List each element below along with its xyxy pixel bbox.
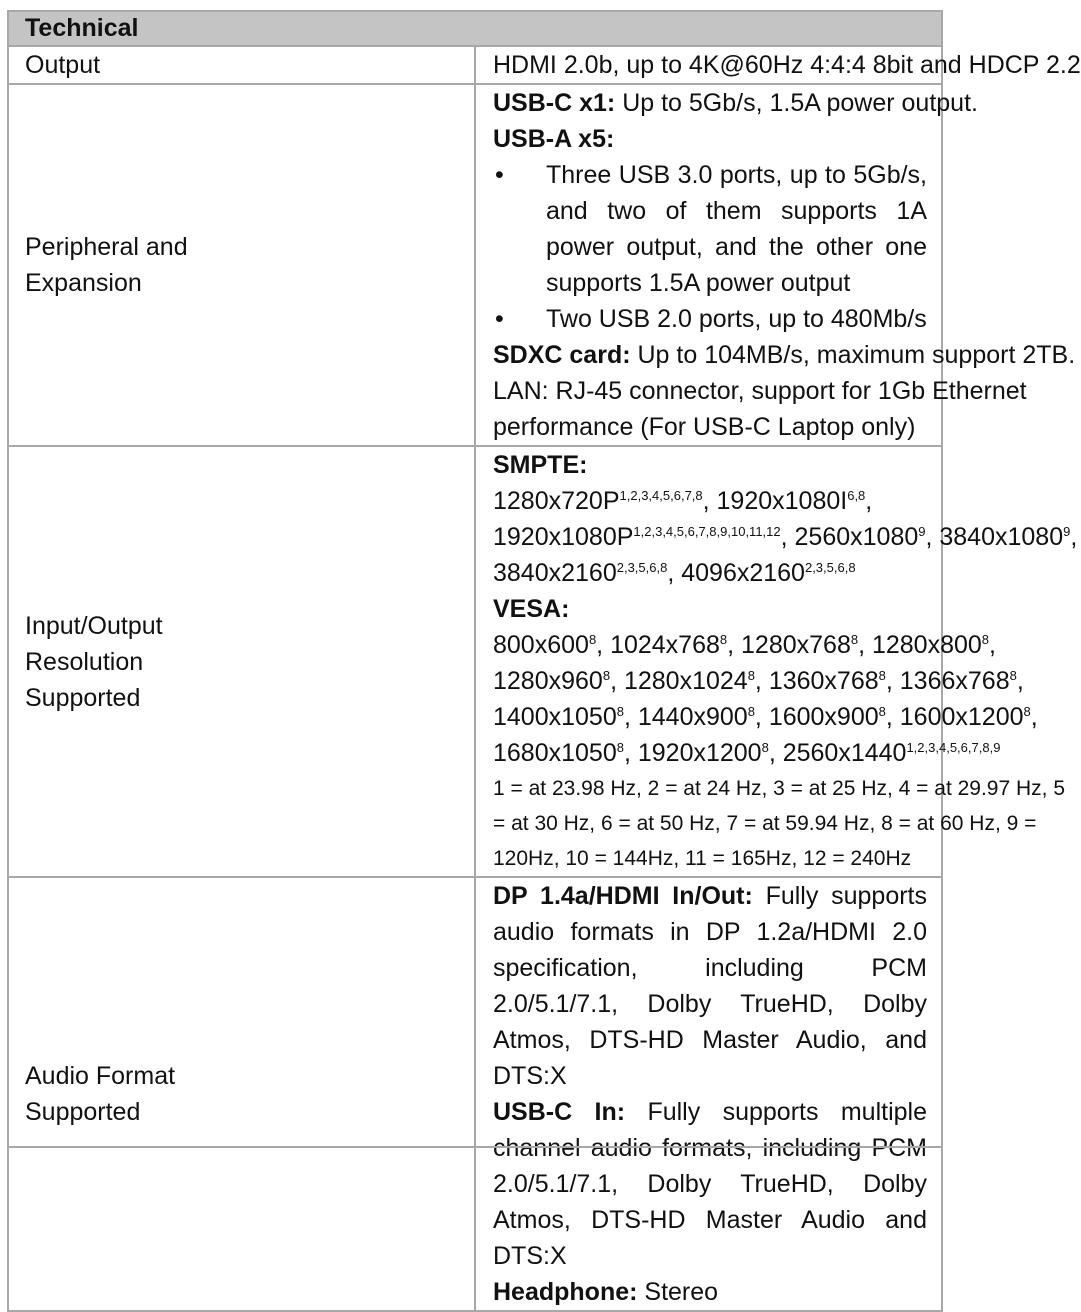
label-line: Peripheral and [25,233,188,261]
resolution-label [8,446,475,877]
refresh-rate-superscript: 8 [616,740,624,755]
technical-spec-table [7,10,1081,1312]
usbc-in-text: Fully supports multiple channel audio formats, including PCM 2.0/5.1/7.1, Dolby TrueHD, Dolby Atmos, DTS-HD Master Audio and DTS:X [493,1098,927,1270]
headphone-paragraph [493,1274,927,1310]
resolution-text: 1680x1050 [493,739,617,767]
sdxc-heading: SDXC card: [493,341,631,369]
vesa-heading: VESA: [493,595,570,623]
refresh-rate-superscript: 8 [1023,704,1031,719]
smpte-lines [493,483,1078,591]
dp-hdmi-paragraph [493,878,927,1094]
resolution-text: 1920x1080P [493,523,634,551]
refresh-rate-superscript: 8 [588,632,597,647]
resolution-text: , 1280x768 [727,631,851,659]
vesa-lines [493,627,1038,771]
usbc-line [493,85,978,121]
refresh-rate-superscript: 2,3,5,6,8 [804,560,856,575]
resolution-line [493,663,1024,699]
resolution-text: , [1070,523,1078,551]
usbc-in-paragraph [493,1094,927,1274]
sdxc-line [493,337,1076,373]
resolution-text: , 1600x1200 [885,703,1024,731]
smpte-heading: SMPTE: [493,451,588,479]
label-line: Supported [25,1098,141,1126]
refresh-rate-superscript: 8 [602,668,611,683]
resolution-text: , 1280x800 [858,631,982,659]
dp-hdmi-heading: DP 1.4a/HDMI In/Out: [493,882,753,910]
sdxc-text: Up to 104MB/s, maximum support 2TB. [630,341,1076,369]
resolution-text: , 1366x768 [885,667,1010,695]
list-item: • Three USB 3.0 ports, up to 5Gb/s, and two of them supports 1A power output, and the other one supports 1.5A power output [493,157,927,301]
bottom-divider [7,1146,943,1148]
resolution-text: 1400x1050 [493,703,617,731]
resolution-text: , 1920x1200 [623,739,762,767]
label-line: Expansion [25,269,142,297]
dp-hdmi-text: Fully supports audio formats in DP 1.2a/HDMI 2.0 specification, including PCM 2.0/5.1/7.1, Dolby TrueHD, Dolby Atmos, DTS-HD Master Audio, and DTS:X [493,882,927,1090]
headphone-heading: Headphone: [493,1278,638,1306]
refresh-legend-line: 120Hz, 10 = 144Hz, 11 = 165Hz, 12 = 240Hz [493,847,912,870]
table-row-peripheral [8,84,942,446]
refresh-rate-superscript: 8 [761,740,769,755]
resolution-text: , 3840x1080 [925,523,1064,551]
audio-value [475,877,942,1311]
refresh-rate-superscript: 8 [850,632,859,647]
peripheral-value [475,84,1076,446]
refresh-rate-superscript: 8 [616,704,624,719]
resolution-text: , 4096x2160 [667,559,805,587]
refresh-rate-superscript: 2,3,5,6,8 [616,560,668,575]
refresh-rate-superscript: 1,2,3,4,5,6,7,8,9 [906,740,1001,755]
usbc-text: Up to 5Gb/s, 1.5A power output. [615,89,978,117]
resolution-text: , 2560x1080 [780,523,919,551]
peripheral-label [8,84,475,446]
resolution-text: , [1030,703,1038,731]
refresh-rate-superscript: 1,2,3,4,5,6,7,8 [619,488,703,503]
refresh-legend-line: 1 = at 23.98 Hz, 2 = at 24 Hz, 3 = at 25 Hz, 4 = at 29.97 Hz, 5 [493,777,1066,800]
table-row-audio [8,877,942,1311]
table-row-output [8,46,942,84]
audio-label [8,877,475,1311]
table-row-resolution [8,446,942,877]
refresh-rate-superscript: 9 [1063,524,1071,539]
lan-line: LAN: RJ-45 connector, support for 1Gb Ethernet [493,377,1027,405]
label-line: Resolution [25,647,144,676]
usbc-heading: USB-C x1: [493,89,616,117]
refresh-rate-superscript: 8 [1009,668,1017,683]
refresh-legend-line: = at 30 Hz, 6 = at 50 Hz, 7 = at 59.94 Hz, 8 = at 60 Hz, 9 = [493,812,1037,835]
usba-line [493,121,927,157]
resolution-text: , 1920x1080I [702,487,848,515]
resolution-value [475,446,1078,877]
refresh-rate-superscript: 8 [747,668,755,683]
resolution-line [493,555,927,591]
resolution-text: , 1600x900 [754,703,879,731]
refresh-rate-superscript: 8 [981,632,990,647]
resolution-text: , 1440x900 [623,703,748,731]
resolution-line [493,735,1001,771]
output-value [475,46,1081,84]
output-value-text: HDMI 2.0b, up to 4K@60Hz 4:4:4 8bit and HDCP 2.2 [493,51,1081,79]
refresh-rate-superscript: 8 [878,668,886,683]
usba-bullet-list [493,157,927,337]
usba-heading: USB-A x5: [493,125,615,153]
resolution-text: 1280x720P [493,487,620,515]
usbc-in-heading: USB-C In: [493,1098,626,1126]
resolution-text: , [865,487,873,515]
resolution-text: , 1280x1024 [610,667,748,695]
resolution-line [493,519,1078,555]
label-line: Audio Format [25,1062,176,1090]
refresh-rate-superscript: 9 [918,524,926,539]
refresh-rate-superscript: 8 [747,704,755,719]
refresh-rate-superscript: 8 [878,704,886,719]
label-line: Input/Output [25,611,163,640]
resolution-text: 1280x960 [493,667,603,695]
resolution-text: 3840x2160 [493,559,617,587]
table-header: Technical [8,11,942,46]
headphone-text: Stereo [637,1278,719,1306]
resolution-text: , [1016,667,1024,695]
label-line: Supported [25,683,141,712]
lan-line: performance (For USB-C Laptop only) [493,413,916,441]
output-label: Output [8,46,475,84]
list-item: • Two USB 2.0 ports, up to 480Mb/s [493,301,927,337]
refresh-rate-superscript: 6,8 [847,488,866,503]
resolution-text: , [989,631,996,659]
resolution-line [493,483,927,519]
refresh-rate-superscript: 1,2,3,4,5,6,7,8,9,10,11,12 [633,524,781,539]
resolution-text: , 1024x768 [596,631,720,659]
resolution-text: , 2560x1440 [768,739,907,767]
resolution-line [493,627,996,663]
resolution-line [493,699,1038,735]
resolution-text: , 1360x768 [754,667,879,695]
refresh-rate-superscript: 8 [719,632,728,647]
resolution-text: 800x600 [493,631,589,659]
